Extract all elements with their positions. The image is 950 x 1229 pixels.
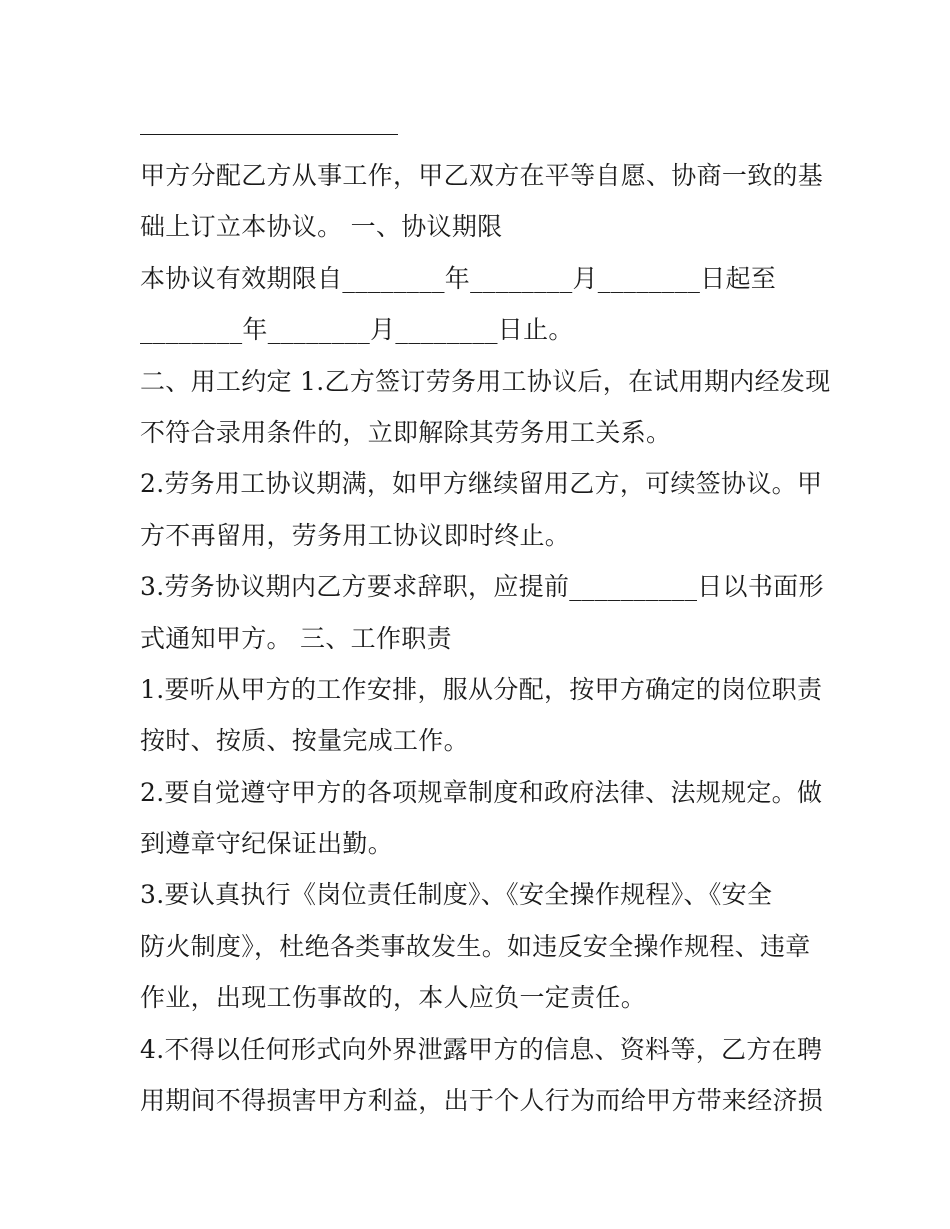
text-line: 二、用工约定 1.乙方签订劳务用工协议后，在试用期内经发现: [140, 366, 831, 396]
top-blank-line: [140, 134, 398, 135]
text-line: 到遵章守纪保证出勤。: [140, 829, 394, 859]
text-line: 3.劳务协议期内乙方要求辞职，应提前__________日以书面形: [140, 572, 824, 602]
text-line: 式通知甲方。 三、工作职责: [140, 623, 452, 653]
text-line: 2.要自觉遵守甲方的各项规章制度和政府法律、法规规定。做: [140, 777, 823, 807]
text-line: 按时、按质、按量完成工作。: [140, 726, 469, 756]
document-page: [140, 0, 831, 1229]
text-line: 用期间不得损害甲方利益，出于个人行为而给甲方带来经济损: [140, 1086, 824, 1116]
text-line: 础上订立本协议。 一、协议期限: [140, 212, 503, 242]
text-line: 不符合录用条件的，立即解除其劳务用工关系。: [140, 417, 672, 447]
text-line: 4.不得以任何形式向外界泄露甲方的信息、资料等，乙方在聘: [140, 1034, 823, 1064]
text-line: 1.要听从甲方的工作安排，服从分配，按甲方确定的岗位职责: [140, 674, 823, 704]
text-line: 方不再留用，劳务用工协议即时终止。: [140, 520, 571, 550]
text-line: 2.劳务用工协议期满，如甲方继续留用乙方，可续签协议。甲: [140, 469, 823, 499]
text-line: 作业，出现工伤事故的，本人应负一定责任。: [140, 983, 647, 1013]
document-body: [140, 150, 831, 1126]
text-line: 防火制度》，杜绝各类事故发生。如违反安全操作规程、违章: [140, 931, 811, 961]
text-line: 甲方分配乙方从事工作，甲乙双方在平等自愿、协商一致的基: [140, 161, 824, 190]
text-line: 本协议有效期限自________年________月________日起至: [140, 263, 777, 293]
text-line: ________年________月________日止。: [140, 315, 574, 345]
text-line: 3.要认真执行《岗位责任制度》、《安全操作规程》、《安全: [140, 880, 773, 910]
